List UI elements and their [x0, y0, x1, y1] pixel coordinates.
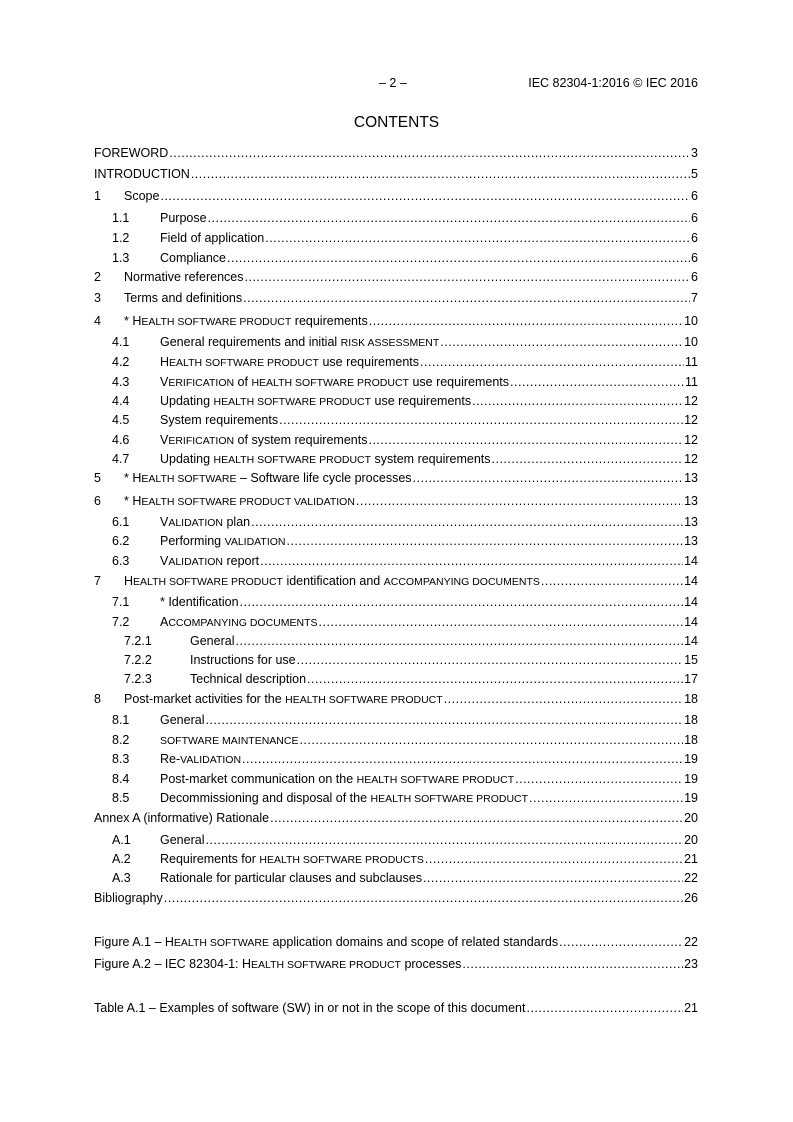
entry-title: [160, 712, 204, 728]
entry-title: [94, 890, 163, 906]
dot-leader: [297, 652, 683, 668]
entry-title-part: – Software life cycle processes: [236, 471, 412, 485]
entry-title-part: Table A.1 – Examples of software (SW) in or not in the scope of this document: [94, 1001, 526, 1015]
entry-title-part: Annex A (informative) Rationale: [94, 811, 270, 825]
table-entry[interactable]: [94, 1000, 698, 1016]
entry-title: [160, 790, 528, 807]
entry-page-number: 23: [684, 957, 698, 971]
dot-leader: [307, 671, 683, 687]
entry-title-part: ACCOMPANYING DOCUMENTS: [383, 576, 540, 588]
dot-leader: [299, 732, 683, 748]
toc-entry[interactable]: [94, 393, 698, 409]
entry-page-number: 19: [684, 752, 698, 766]
entry-number: 6.3: [112, 554, 130, 568]
toc-entry[interactable]: [94, 230, 698, 246]
entry-title: [160, 354, 419, 371]
dot-leader: [164, 890, 683, 906]
dot-leader: [440, 334, 683, 350]
entry-title-part: * H: [124, 494, 142, 508]
page-title: CONTENTS: [353, 114, 440, 131]
dot-leader: [462, 956, 683, 972]
entry-title-part: V: [160, 515, 169, 529]
entry-title-part: Re-: [160, 752, 181, 766]
toc-entry[interactable]: [94, 771, 698, 787]
toc-entry[interactable]: [94, 145, 698, 161]
entry-title-part: identification and: [282, 574, 384, 588]
entry-title-part: system requirements: [371, 452, 491, 466]
entry-page-number: 6: [691, 189, 698, 203]
entry-title: [160, 732, 298, 749]
entry-page-number: 13: [684, 534, 698, 548]
entry-number: 7.1: [112, 595, 130, 609]
entry-number: 3: [94, 291, 101, 305]
entry-title-part: Field of application: [160, 231, 265, 245]
entry-title-part: Purpose: [160, 211, 207, 225]
entry-page-number: 6: [691, 270, 698, 284]
toc-entry[interactable]: [94, 166, 698, 182]
toc-entry[interactable]: [94, 374, 698, 390]
entry-title-part: SOFTWARE MAINTENANCE: [160, 735, 299, 747]
entry-title-part: Requirements for: [160, 852, 260, 866]
entry-title: [160, 412, 278, 428]
entry-title-part: V: [160, 554, 169, 568]
dot-leader: [492, 451, 684, 467]
entry-title: [160, 751, 241, 768]
entry-page-number: 20: [684, 833, 698, 847]
entry-number: 8.5: [112, 791, 130, 805]
entry-number: A.3: [112, 871, 131, 885]
dot-leader: [526, 1000, 683, 1016]
dot-leader: [169, 145, 690, 161]
entry-title-part: Technical description: [190, 672, 307, 686]
entry-title: [160, 771, 514, 788]
toc-entry[interactable]: [94, 614, 698, 630]
entry-title: [94, 934, 558, 951]
entry-title-part: EALTH SOFTWARE PRODUCT: [141, 316, 292, 328]
toc-entry[interactable]: [94, 470, 698, 486]
entry-title: [160, 451, 491, 468]
dot-leader: [242, 751, 683, 767]
entry-title-part: Decommissioning and disposal of the: [160, 791, 371, 805]
dot-leader: [208, 210, 690, 226]
entry-page-number: 13: [684, 494, 698, 508]
entry-number: 8: [94, 692, 101, 706]
dot-leader: [260, 553, 683, 569]
entry-title-part: use requirements: [318, 355, 420, 369]
entry-title-part: EALTH SOFTWARE: [141, 473, 237, 485]
entry-title-part: of system requirements: [234, 433, 368, 447]
dot-leader: [368, 432, 683, 448]
entry-title: [160, 533, 285, 550]
toc-entry[interactable]: [94, 451, 698, 467]
entry-page-number: 14: [684, 634, 698, 648]
entry-title: [94, 956, 461, 973]
entry-title: [160, 432, 367, 449]
entry-title: [190, 671, 306, 687]
dot-leader: [413, 470, 684, 486]
toc-entry[interactable]: [94, 671, 698, 687]
entry-title: [124, 269, 244, 285]
entry-title-part: Bibliography: [94, 891, 163, 905]
dot-leader: [205, 712, 683, 728]
entry-title-part: processes: [400, 957, 462, 971]
entry-page-number: 26: [684, 891, 698, 905]
entry-title: [94, 810, 269, 826]
toc-entry[interactable]: [94, 354, 698, 370]
dot-leader: [425, 851, 683, 867]
entry-title: [124, 573, 540, 590]
entry-title-part: use requirements: [408, 375, 510, 389]
entry-title-part: EALTH SOFTWARE PRODUCT: [251, 959, 401, 971]
dot-leader: [251, 514, 683, 530]
entry-page-number: 12: [684, 394, 698, 408]
toc-entry[interactable]: [94, 652, 698, 668]
entry-page-number: 19: [684, 791, 698, 805]
toc-entry[interactable]: [94, 712, 698, 728]
entry-title: [160, 832, 204, 848]
entry-title-part: ERIFICATION: [168, 435, 235, 447]
toc-entry[interactable]: [94, 790, 698, 806]
entry-title-part: H: [160, 355, 170, 369]
entry-title-part: Post-market activities for the: [124, 692, 286, 706]
entry-number: 1.1: [112, 211, 130, 225]
dot-leader: [356, 493, 683, 509]
dot-leader: [369, 313, 683, 329]
toc-entry[interactable]: [94, 250, 698, 266]
dot-leader: [160, 188, 690, 204]
toc-entry[interactable]: [94, 890, 698, 906]
toc-entry[interactable]: [94, 751, 698, 767]
entry-title-part: EALTH SOFTWARE PRODUCT: [133, 576, 283, 588]
entry-page-number: 6: [691, 251, 698, 265]
page-number: – 2 –: [379, 76, 407, 90]
entry-title-part: EALTH SOFTWARE PRODUCT: [169, 357, 319, 369]
entry-title-part: plan: [223, 515, 251, 529]
entry-title: [160, 514, 250, 531]
entry-number: 1.2: [112, 231, 130, 245]
entry-title-part: requirements: [291, 314, 368, 328]
entry-title-part: INTRODUCTION: [94, 167, 190, 181]
dot-leader: [515, 771, 683, 787]
entry-title-part: EALTH SOFTWARE PRODUCT VALIDATION: [141, 496, 355, 508]
entry-title-part: Post-market communication on the: [160, 772, 357, 786]
entry-title-part: Scope: [124, 189, 160, 203]
entry-title-part: of: [234, 375, 252, 389]
entry-number: 4.7: [112, 452, 130, 466]
dot-leader: [541, 573, 683, 589]
dot-leader: [270, 810, 683, 826]
entry-number: 1.3: [112, 251, 130, 265]
entry-page-number: 5: [691, 167, 698, 181]
entry-title: [160, 851, 424, 868]
entry-title-part: use requirements: [371, 394, 472, 408]
entry-title-part: Updating: [160, 394, 214, 408]
toc-entry[interactable]: [94, 553, 698, 569]
entry-title-part: CCOMPANYING DOCUMENTS: [168, 617, 318, 629]
entry-title-part: * H: [124, 314, 142, 328]
entry-title: [160, 614, 318, 631]
entry-title-part: Terms and definitions: [124, 291, 243, 305]
page-header: [0, 76, 793, 92]
entry-title: [124, 691, 443, 708]
toc-entry[interactable]: [94, 334, 698, 350]
entry-title: [160, 230, 264, 246]
figure-entry[interactable]: [94, 956, 698, 972]
entry-number: 7.2.1: [124, 634, 152, 648]
entry-page-number: 11: [685, 355, 698, 369]
toc-entry[interactable]: [94, 633, 698, 649]
entry-title-part: HEALTH SOFTWARE PRODUCT: [251, 377, 409, 389]
entry-title-part: EALTH SOFTWARE: [173, 937, 269, 949]
entry-number: 4.4: [112, 394, 130, 408]
entry-title: [160, 870, 422, 886]
entry-page-number: 21: [684, 1001, 698, 1015]
dot-leader: [279, 412, 683, 428]
entry-title: [160, 210, 207, 226]
dot-leader: [191, 166, 690, 182]
entry-page-number: 10: [684, 314, 698, 328]
entry-title: [94, 166, 190, 182]
entry-number: 5: [94, 471, 101, 485]
entry-title-part: Compliance: [160, 251, 227, 265]
entry-number: 4.5: [112, 413, 130, 427]
entry-title: [160, 594, 239, 610]
dot-leader: [420, 354, 684, 370]
entry-title-part: Rationale for particular clauses and subclauses: [160, 871, 422, 885]
dot-leader: [227, 250, 690, 266]
entry-number: 7: [94, 574, 101, 588]
entry-page-number: 14: [684, 554, 698, 568]
entry-title-part: HEALTH SOFTWARE PRODUCT: [285, 694, 443, 706]
dot-leader: [510, 374, 684, 390]
dot-leader: [319, 614, 684, 630]
entry-title-part: VALIDATION: [180, 754, 242, 766]
dot-leader: [245, 269, 691, 285]
entry-title-part: System requirements: [160, 413, 279, 427]
entry-title: [160, 250, 226, 266]
entry-title-part: Normative references: [124, 270, 244, 284]
dot-leader: [205, 832, 683, 848]
entry-number: A.1: [112, 833, 131, 847]
entry-title-part: Instructions for use: [190, 653, 296, 667]
toc-entry[interactable]: [94, 210, 698, 226]
toc-entry[interactable]: [94, 691, 698, 707]
entry-page-number: 18: [684, 713, 698, 727]
dot-leader: [235, 633, 683, 649]
entry-title: [190, 652, 296, 668]
toc-entry[interactable]: [94, 269, 698, 285]
entry-page-number: 11: [685, 375, 698, 389]
entry-page-number: 22: [684, 871, 698, 885]
toc-entry[interactable]: [94, 412, 698, 428]
entry-number: 4: [94, 314, 101, 328]
dot-leader: [423, 870, 683, 886]
entry-page-number: 15: [684, 653, 698, 667]
toc-entry[interactable]: [94, 313, 698, 329]
entry-title-part: V: [160, 433, 169, 447]
entry-number: 6: [94, 494, 101, 508]
toc-entry[interactable]: [94, 514, 698, 530]
toc-entry[interactable]: [94, 533, 698, 549]
entry-title: [124, 493, 355, 510]
toc-entry[interactable]: [94, 851, 698, 867]
entry-page-number: 22: [684, 935, 698, 949]
entry-page-number: 13: [684, 515, 698, 529]
toc-entry[interactable]: [94, 290, 698, 306]
entry-title-part: application domains and scope of related standards: [269, 935, 559, 949]
entry-page-number: 14: [684, 574, 698, 588]
entry-page-number: 21: [684, 852, 698, 866]
entry-number: 7.2: [112, 615, 130, 629]
entry-page-number: 17: [684, 672, 698, 686]
entry-page-number: 13: [684, 471, 698, 485]
entry-number: 8.2: [112, 733, 130, 747]
figure-entry[interactable]: [94, 934, 698, 950]
entry-title: [124, 313, 368, 330]
entry-title: [160, 553, 259, 570]
entry-page-number: 12: [684, 433, 698, 447]
entry-title-part: ALIDATION: [168, 517, 223, 529]
entry-title-part: General requirements and initial: [160, 335, 341, 349]
entry-title-part: General: [190, 634, 235, 648]
entry-title: [94, 1000, 525, 1016]
entry-title-part: HEALTH SOFTWARE PRODUCT: [370, 793, 529, 805]
entry-title-part: report: [223, 554, 260, 568]
entry-number: 1: [94, 189, 101, 203]
entry-title-part: HEALTH SOFTWARE PRODUCT: [213, 396, 372, 408]
entry-page-number: 19: [684, 772, 698, 786]
dot-leader: [472, 393, 683, 409]
dot-leader: [240, 594, 684, 610]
entry-title-part: General: [160, 713, 205, 727]
entry-title: [160, 374, 509, 391]
entry-number: 7.2.2: [124, 653, 152, 667]
entry-title-part: HEALTH SOFTWARE PRODUCT: [213, 454, 372, 466]
entry-number: 6.2: [112, 534, 130, 548]
toc-entry[interactable]: [94, 810, 698, 826]
entry-title-part: Figure A.2 – IEC 82304-1: H: [94, 957, 252, 971]
entry-title-part: * H: [124, 471, 142, 485]
entry-number: A.2: [112, 852, 131, 866]
toc-entry[interactable]: [94, 432, 698, 448]
entry-number: 8.1: [112, 713, 130, 727]
entry-title-part: VALIDATION: [224, 536, 286, 548]
entry-page-number: 12: [684, 413, 698, 427]
entry-title-part: H: [124, 574, 134, 588]
entry-page-number: 20: [684, 811, 698, 825]
entry-title-part: Updating: [160, 452, 214, 466]
entry-title-part: ALIDATION: [168, 556, 223, 568]
entry-number: 4.2: [112, 355, 130, 369]
entry-number: 4.6: [112, 433, 130, 447]
toc-entry[interactable]: [94, 732, 698, 748]
entry-number: 6.1: [112, 515, 130, 529]
entry-page-number: 14: [684, 615, 698, 629]
entry-title: [124, 188, 159, 204]
entry-title: [160, 334, 439, 351]
entry-number: 7.2.3: [124, 672, 152, 686]
entry-page-number: 7: [691, 291, 698, 305]
entry-title-part: General: [160, 833, 205, 847]
entry-page-number: 6: [691, 231, 698, 245]
entry-number: 2: [94, 270, 101, 284]
entry-title-part: RISK ASSESSMENT: [340, 337, 440, 349]
entry-title: [94, 145, 168, 161]
entry-number: 8.3: [112, 752, 130, 766]
dot-leader: [243, 290, 690, 306]
dot-leader: [559, 934, 683, 950]
entry-title-part: HEALTH SOFTWARE PRODUCTS: [259, 854, 424, 866]
dot-leader: [265, 230, 690, 246]
entry-title: [124, 290, 242, 306]
toc-entry[interactable]: [94, 594, 698, 610]
dot-leader: [529, 790, 683, 806]
entry-number: 8.4: [112, 772, 130, 786]
toc-entry[interactable]: [94, 832, 698, 848]
entry-title-part: HEALTH SOFTWARE PRODUCT: [356, 774, 515, 786]
entry-page-number: 18: [684, 733, 698, 747]
entry-title: [190, 633, 234, 649]
standard-reference: IEC 82304-1:2016 © IEC 2016: [528, 76, 698, 90]
entry-title-part: Figure A.1 – H: [94, 935, 174, 949]
entry-number: 4.3: [112, 375, 130, 389]
entry-page-number: 14: [684, 595, 698, 609]
entry-title-part: ERIFICATION: [168, 377, 235, 389]
entry-title-part: V: [160, 375, 169, 389]
toc-entry[interactable]: [94, 573, 698, 589]
toc-entry[interactable]: [94, 870, 698, 886]
entry-title: [160, 393, 471, 410]
entry-page-number: 12: [684, 452, 698, 466]
entry-title-part: Performing: [160, 534, 225, 548]
entry-number: 4.1: [112, 335, 130, 349]
entry-title-part: * Identification: [160, 595, 239, 609]
entry-page-number: 3: [691, 146, 698, 160]
entry-title-part: A: [160, 615, 169, 629]
entry-title-part: FOREWORD: [94, 146, 169, 160]
toc-entry[interactable]: [94, 188, 698, 204]
entry-page-number: 10: [684, 335, 698, 349]
toc-entry[interactable]: [94, 493, 698, 509]
entry-title: [124, 470, 412, 487]
dot-leader: [286, 533, 683, 549]
dot-leader: [444, 691, 683, 707]
entry-page-number: 6: [691, 211, 698, 225]
entry-page-number: 18: [684, 692, 698, 706]
